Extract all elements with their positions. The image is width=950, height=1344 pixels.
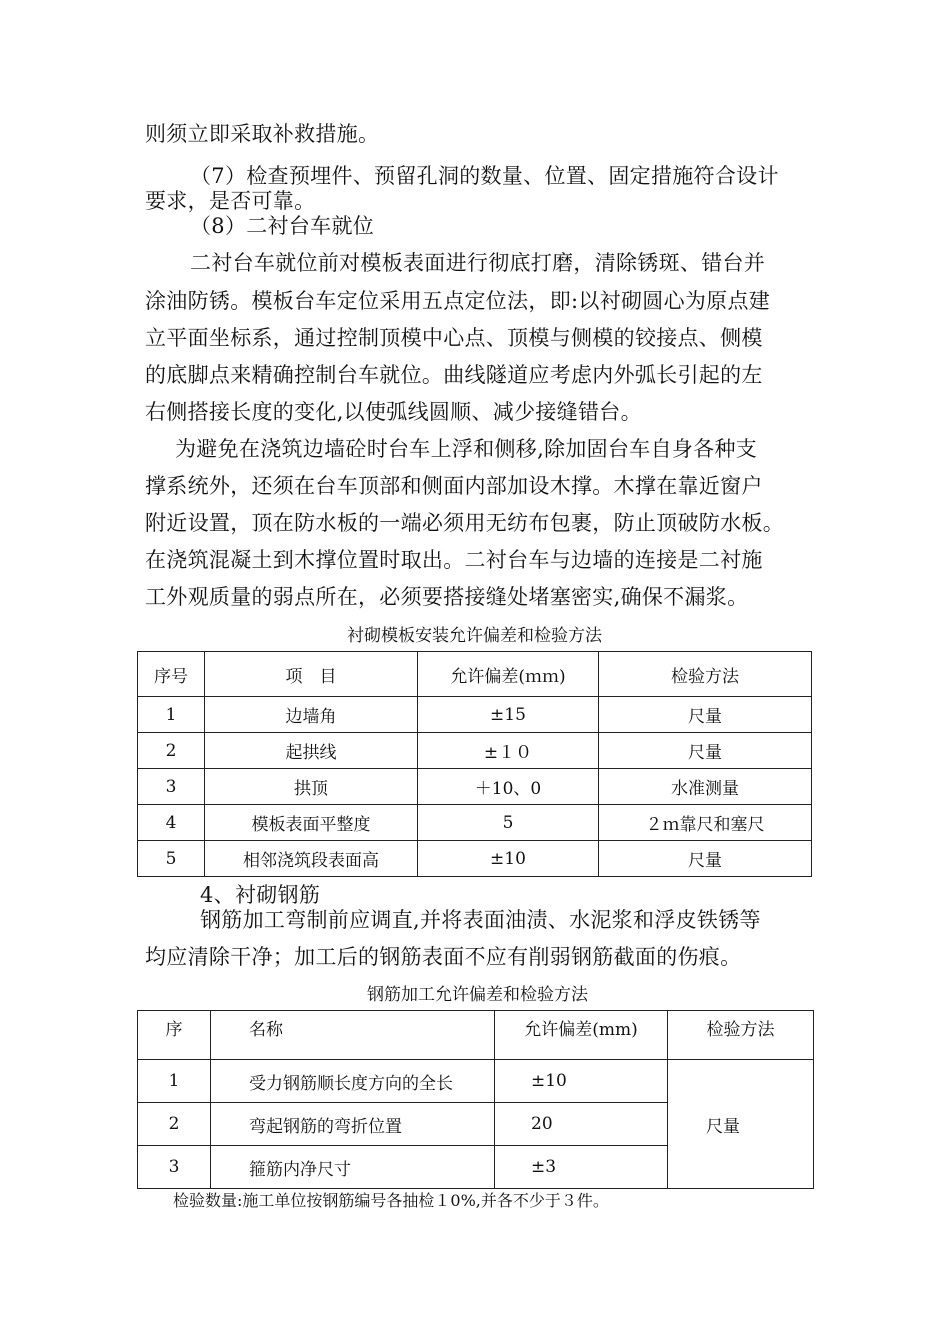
header-cell: 检验方法 xyxy=(599,652,812,697)
table-cell: 模板表面平整度 xyxy=(205,805,418,841)
table-cell: ±3 xyxy=(495,1146,668,1189)
table-cell: ±１０ xyxy=(418,733,599,769)
paragraph-line: 钢筋加工弯制前应调直,并将表面油渍、水泥浆和浮皮铁锈等 xyxy=(200,908,761,932)
inspection-note: 检验数量:施工单位按钢筋编号各抽检１0%,并各不少于３件。 xyxy=(173,1191,609,1210)
header-cell: 允许偏差(ｍｍ) xyxy=(418,652,599,697)
table-cell: ±10 xyxy=(418,841,599,877)
table-cell: 2 xyxy=(138,733,205,769)
header-cell: 序号 xyxy=(138,652,205,697)
table-cell: ＋10、0 xyxy=(418,769,599,805)
table-row xyxy=(138,733,812,769)
table-cell: 尺量 xyxy=(599,733,812,769)
paragraph-line: 二衬台车就位前对模板表面进行彻底打磨，清除锈斑、错台并 xyxy=(190,251,766,275)
table-cell: 相邻浇筑段表面高 xyxy=(205,841,418,877)
paragraph-line: 工外观质量的弱点所在，必须要搭接缝处堵塞密实,确保不漏浆。 xyxy=(145,585,749,609)
section-heading: 4、衬砌钢筋 xyxy=(200,883,321,907)
paragraph-line: 要求，是否可靠。 xyxy=(145,189,316,213)
table-header-row xyxy=(138,1011,814,1060)
table-cell: 1 xyxy=(138,697,205,733)
table-cell: 5 xyxy=(138,841,205,877)
header-cell: 允许偏差(mm) xyxy=(495,1011,668,1060)
table-row xyxy=(138,1060,814,1103)
table-cell: 2 xyxy=(138,1103,211,1146)
table-cell: 箍筋内净尺寸 xyxy=(211,1146,495,1189)
section-heading: （8）二衬台车就位 xyxy=(190,214,375,238)
table-cell: ２ｍ靠尺和塞尺 xyxy=(599,805,812,841)
paragraph-line: 均应清除干净；加工后的钢筋表面不应有削弱钢筋截面的伤痕。 xyxy=(145,945,742,969)
paragraph-line: 撑系统外，还须在台车顶部和侧面内部加设木撑。木撑在靠近窗户 xyxy=(145,474,763,498)
paragraph-line: 的底脚点来精确控制台车就位。曲线隧道应考虑内外弧长引起的左 xyxy=(145,363,763,387)
table-cell: 尺量 xyxy=(599,697,812,733)
formwork-tolerance-table xyxy=(137,651,812,877)
table-cell: 4 xyxy=(138,805,205,841)
table-row xyxy=(138,805,812,841)
table-cell: 3 xyxy=(138,769,205,805)
table-cell: 受力钢筋顺长度方向的全长 xyxy=(211,1060,495,1103)
table-cell: 尺量 xyxy=(599,841,812,877)
table-cell: 20 xyxy=(495,1103,668,1146)
paragraph-line: 立平面坐标系，通过控制顶模中心点、顶模与侧模的铰接点、侧模 xyxy=(145,326,763,350)
paragraph-line: 则须立即采取补救措施。 xyxy=(145,122,380,146)
table-cell: 拱顶 xyxy=(205,769,418,805)
table-header-row xyxy=(138,652,812,697)
header-cell: 项 目 xyxy=(205,652,418,697)
rebar-tolerance-table xyxy=(137,1010,814,1189)
paragraph-line: 为避免在浇筑边墙砼时台车上浮和侧移,除加固台车自身各种支 xyxy=(175,437,758,461)
table-row xyxy=(138,697,812,733)
header-cell: 序 xyxy=(138,1011,211,1060)
header-cell: 检验方法 xyxy=(668,1011,814,1060)
table-cell: 5 xyxy=(418,805,599,841)
table-cell: ±15 xyxy=(418,697,599,733)
table-cell: 弯起钢筋的弯折位置 xyxy=(211,1103,495,1146)
table-cell: 水准测量 xyxy=(599,769,812,805)
paragraph-line: 右侧搭接长度的变化,以使弧线圆顺、减少接缝错台。 xyxy=(145,400,642,424)
table-cell: ±10 xyxy=(495,1060,668,1103)
table-cell: 3 xyxy=(138,1146,211,1189)
paragraph-line: 附近设置，顶在防水板的一端必须用无纺布包裹，防止顶破防水板。 xyxy=(145,511,784,535)
paragraph-line: 涂油防锈。模板台车定位采用五点定位法，即:以衬砌圆心为原点建 xyxy=(145,289,771,313)
paragraph-line: （7）检查预埋件、预留孔洞的数量、位置、固定措施符合设计 xyxy=(190,164,779,188)
table-row xyxy=(138,769,812,805)
table-cell: 1 xyxy=(138,1060,211,1103)
table-row xyxy=(138,841,812,877)
table-cell-method: 尺量 xyxy=(668,1060,814,1189)
header-cell: 名称 xyxy=(211,1011,495,1060)
table-cell: 边墙角 xyxy=(205,697,418,733)
table-cell: 起拱线 xyxy=(205,733,418,769)
paragraph-line: 在浇筑混凝土到木撑位置时取出。二衬台车与边墙的连接是二衬施 xyxy=(145,548,763,572)
table-caption: 钢筋加工允许偏差和检验方法 xyxy=(367,985,588,1005)
table-caption: 衬砌模板安装允许偏差和检验方法 xyxy=(347,626,602,646)
